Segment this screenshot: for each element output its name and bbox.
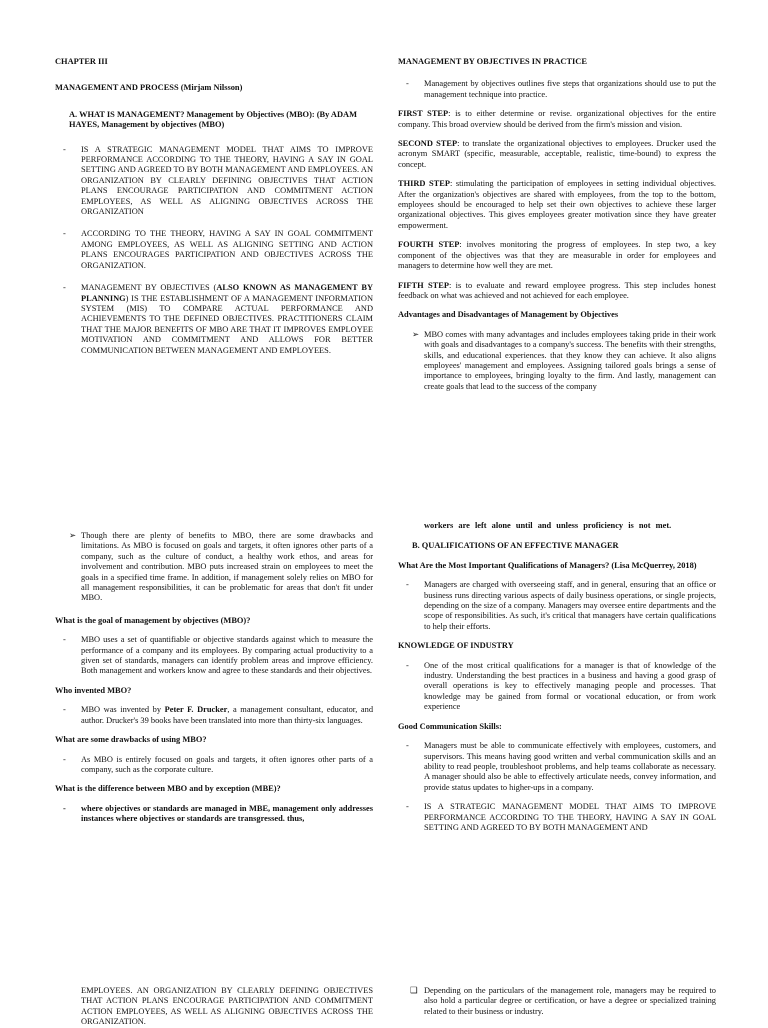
list-item — [398, 79, 716, 100]
arrow-bullet-icon: ➢ — [412, 329, 420, 339]
dash-marker: - — [63, 754, 66, 764]
dash-marker: - — [63, 803, 66, 813]
list-item-text: Depending on the particulars of the management role, managers may be required to also hold a particular degree or certification, or have a degree or specialized training related to their business or industry. — [424, 986, 716, 1016]
list-item — [398, 986, 716, 1017]
checkbox-bullet-icon: ❑ — [410, 986, 418, 995]
chapter-title: CHAPTER III — [55, 57, 108, 66]
list-item-text: MANAGEMENT BY OBJECTIVES ( — [81, 283, 217, 293]
list-item-text: IS A STRATEGIC MANAGEMENT MODEL THAT AIMS TO IMPROVE PERFORMANCE ACCORDING TO THE THEORY, HAVING A SAY IN GOAL SETTING AND AGREED TO BY BOTH MANAGEMENT AND — [424, 802, 716, 832]
step-paragraph — [398, 281, 716, 302]
step-text: : involves monitoring the progress of employees. In step two, a key component of the objectives was that they are measurable in order for employees and managers to determine how well they are met. — [398, 240, 717, 271]
dash-marker: - — [406, 802, 409, 812]
list-item — [55, 531, 373, 604]
list-item — [55, 804, 373, 825]
step-label: FIRST STEP — [398, 109, 449, 119]
dash-marker: - — [63, 144, 66, 154]
list-item-text: ACCORDING TO THE THEORY, HAVING A SAY IN GOAL COMMITMENT AMONG EMPLOYEES, AS WELL AS ALIGNING SETTING AND ACTION PLANS ENCOURAGES PARTICIPATION AND OBJECTIVES ACROSS THE ORGANIZATION. — [81, 229, 373, 270]
step-paragraph — [398, 179, 716, 231]
dash-marker: - — [63, 283, 66, 293]
arrow-bullet-icon: ➢ — [69, 531, 77, 540]
section-heading: MANAGEMENT BY OBJECTIVES IN PRACTICE — [398, 57, 587, 66]
bold-term: Peter F. Drucker — [164, 705, 228, 715]
step-paragraph — [398, 109, 716, 130]
section-a-heading: A. WHAT IS MANAGEMENT? Management by Objectives (MBO): (By ADAM HAYES, Management by objectives (MBO) — [69, 109, 357, 130]
list-item — [398, 661, 716, 713]
continued-text: EMPLOYEES. AN ORGANIZATION BY CLEARLY DEFINING OBJECTIVES THAT ACTION PLANS ENCOURAGE PARTICIPATION AND COMMITMENT ACTION EMPLOYEES, AS WELL AS ALIGNING OBJECTIVES ACROSS THE ORGANIZATION. — [81, 986, 373, 1027]
list-item-text: Though there are plenty of benefits to MBO, there are some drawbacks and limitations. As MBO is focused on goals and targets, it often ignores other parts of a company, such as the culture of conduct, a healthy work ethos, and areas for involvement and contribution. MBO puts increased strain on employees to meet the goals in a specified time frame. In addition, if management solely relies on MBO for all management responsibilities, it can be problematic for areas that don't fit under MBO. — [81, 531, 373, 603]
page1-left-column — [55, 57, 373, 365]
list-item — [55, 229, 373, 271]
question-heading: What Are the Most Important Qualifications of Managers? (Lisa McQuerrey, 2018) — [398, 560, 697, 570]
dash-marker: - — [406, 741, 409, 751]
list-item — [55, 635, 373, 677]
list-item — [398, 802, 716, 833]
subsection-heading: Advantages and Disadvantages of Management by Objectives — [398, 310, 619, 320]
step-label: FOURTH STEP — [398, 240, 460, 250]
bold-term: ALSO KNOWN AS MANAGEMENT BY PLANNING — [81, 283, 374, 303]
list-item-text: MBO comes with many advantages and includes employees taking pride in their work with goals and disadvantages to a company's success. The benefits with their strengths, skills, and educational experiences. that they know they can achieve. It also aligns employees' management and employees. Assigning tailored goals brings a sense of importance to employees, bringing loyalty to the firm. And lastly, management can create goals that lead to the success of the company — [424, 329, 716, 391]
step-text: : is to evaluate and reward employee progress. This step includes honest feedback on what was achieved and not achieved for each employee. — [398, 280, 716, 300]
question-heading: What are some drawbacks of using MBO? — [55, 735, 207, 745]
step-label: THIRD STEP — [398, 179, 450, 189]
list-item-text: Managers must be able to communicate effectively with employees, customers, and supervisors. This means having good written and verbal communication skills and an ability to read people, troubleshoot problems, and help teams collaborate as necessary. A manager should also be able to effectively articulate needs, convey information, and provide status updates to higher-ups in a company. — [424, 741, 716, 792]
question-heading: Who invented MBO? — [55, 685, 132, 695]
subsection-heading: Good Communication Skills: — [398, 721, 502, 731]
page3-right-column — [398, 986, 716, 1026]
dash-marker: - — [63, 229, 66, 239]
list-item-text: Managers are charged with overseeing staff, and in general, ensuring that an office or business runs directing various aspects of daily business operations, or single projects, depending on the size of a company. Managers may oversee entire departments and the scope of responsibilities. As such, it's critical that managers have certain qualifications to help their efforts. — [424, 580, 717, 631]
list-item-text: MBO uses a set of quantifiable or objective standards against which to measure the performance of a company and its employees. By comparing actual productivity to a given set of standards, managers can identify problem areas and improve efficiency. Both management and workers know and agree to these standards and their objectives. — [81, 635, 373, 676]
subsection-heading: KNOWLEDGE OF INDUSTRY — [398, 641, 514, 651]
list-item-text: Management by objectives outlines five steps that organizations should use to put the management technique into practice. — [424, 79, 716, 99]
list-item-text: IS A STRATEGIC MANAGEMENT MODEL THAT AIMS TO IMPROVE PERFORMANCE ACCORDING TO THE THEORY, HAVING A SAY IN GOAL SETTING AND AGREED TO BY BOTH MANAGEMENT AND EMPLOYEES. AN ORGANIZATION BY CLEARLY DEFINING OBJECTIVES THAT ACTION PLANS ENCOURAGE PARTICIPATION AND COMMITMENT ACTION EMPLOYEES, AS WELL AS ALIGNING OBJECTIVES ACROSS THE ORGANIZATION — [81, 144, 373, 217]
step-text: : is to either determine or revise. organizational objectives for the entire company. This broad overview should be derived from the firm's mission and vision. — [398, 109, 716, 129]
list-item-text: As MBO is entirely focused on goals and targets, it often ignores other parts of a company, such as the corporate culture. — [81, 754, 373, 774]
list-item-text: , a management consultant, educator, and author. Drucker's 39 books have been translated into more than thirty-six languages. — [81, 705, 374, 725]
continued-text: workers are left alone until and unless proficiency is not met. — [424, 521, 672, 530]
list-item-text: where objectives or standards are managed in MBE, management only addresses instances where objectives or standards are transgressed. thus, — [81, 803, 373, 824]
step-paragraph — [398, 139, 716, 170]
list-item — [55, 145, 373, 218]
page3-left-column — [55, 986, 373, 1028]
step-text: : stimulating the participation of employees in setting individual objectives. After the organization's objectives are shared with employees, from the top to the bottom, employees should be encouraged to help set their own objectives to achieve these larger organizational objectives. This gives employees greater motivation since they have greater empowerment. — [398, 179, 717, 230]
list-item-text: ) IS THE ESTABLISHMENT OF A MANAGEMENT INFORMATION SYSTEM (MIS) TO COMPARE ACTUAL PERFORMANCE AND ACHIEVEMENTS TO THE DEFINED OBJECTIVES. PRACTITIONERS CLAIM THAT THE MAJOR BENEFITS OF MBO ARE THAT IT IMPROVES EMPLOYEE MOTIVATION AND COMMITMENT AND ALLOWS FOR BETTER COMMUNICATION BETWEEN MANAGEMENT AND EMPLOYEES. — [81, 293, 373, 355]
step-paragraph — [398, 240, 716, 271]
step-text: : to translate the organizational objectives to employees. Drucker used the acronym SMART (specific, measurable, acceptable, realistic, time-bound) to express the concept. — [398, 139, 716, 169]
list-item — [398, 741, 716, 793]
question-heading: What is the goal of management by objectives (MBO)? — [55, 615, 251, 625]
dash-marker: - — [406, 660, 409, 670]
dash-marker: - — [63, 635, 66, 645]
list-item-text: MBO was invented by — [81, 705, 165, 715]
dash-marker: - — [406, 79, 409, 89]
page2-left-column — [55, 531, 373, 834]
dash-marker: - — [63, 705, 66, 715]
list-item — [398, 580, 716, 632]
page1-right-column — [398, 57, 716, 401]
section-b-heading: B. QUALIFICATIONS OF AN EFFECTIVE MANAGER — [412, 541, 619, 551]
step-label: FIFTH STEP — [398, 280, 449, 290]
step-label: SECOND STEP — [398, 139, 458, 149]
dash-marker: - — [406, 580, 409, 590]
list-item-text: One of the most critical qualifications for a manager is that of knowledge of the industry. Understanding the best practices in a business and having a good grasp of overall operations is key to effectively managing people and processes. That knowledge may be gained from formal or vocational education, or from work experience — [424, 660, 716, 712]
section-heading: MANAGEMENT AND PROCESS (Mirjam Nilsson) — [55, 83, 243, 93]
list-item — [55, 705, 373, 726]
list-item — [55, 755, 373, 776]
list-item — [55, 283, 373, 356]
page2-right-column — [398, 521, 716, 842]
question-heading: What is the difference between MBO and by exception (MBE)? — [55, 784, 281, 794]
list-item — [398, 330, 716, 392]
